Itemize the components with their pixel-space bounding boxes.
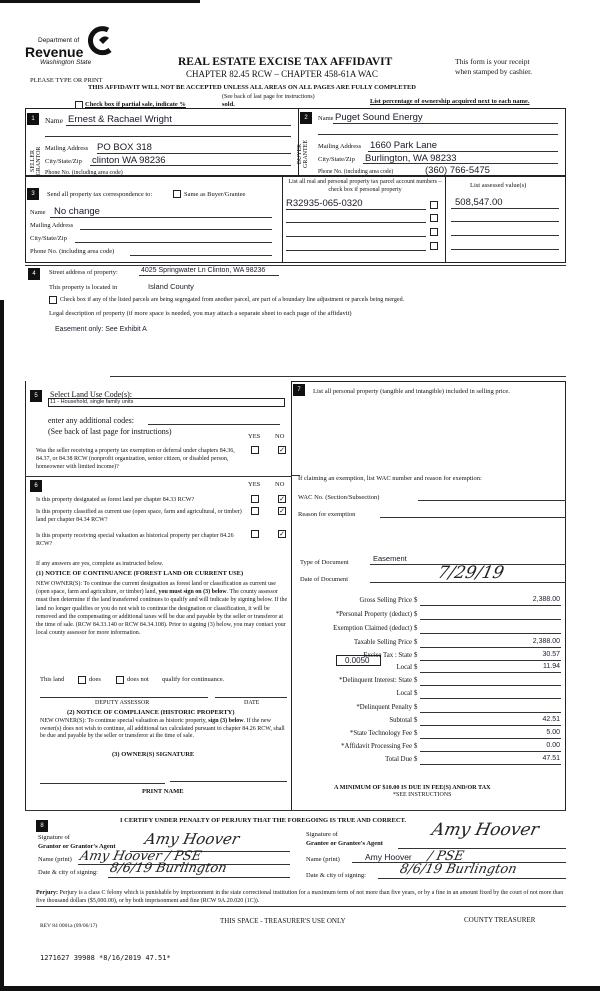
grantor-date-label: Date & city of signing: [38, 869, 98, 876]
currency-sign: $ [414, 730, 418, 737]
corr-mailing-label: Mailing Address [30, 222, 74, 229]
buyer-phone-label: Phone No. (including area code) [318, 169, 394, 175]
land-use-instructions: (See back of last page for instructions) [48, 427, 172, 436]
exemption-header: If claiming an exemption, list WAC number and reason for exemption: [298, 475, 482, 482]
scan-edge-left [0, 300, 4, 991]
parcel-number-field[interactable]: R32935-065-0320 [286, 198, 363, 209]
currency-sign: $ [414, 625, 418, 632]
ownership-percent-note: List percentage of ownership acquired next to each name. [370, 98, 530, 105]
land-use-select[interactable] [48, 398, 285, 407]
notice-continuance-title: (1) NOTICE OF CONTINUANCE (FOREST LAND OR CURRENT USE) [36, 570, 244, 577]
treasurer-use-label: THIS SPACE - TREASURER'S USE ONLY [220, 917, 346, 925]
land-does-not-checkbox[interactable] [116, 676, 124, 684]
grantee-date-field[interactable]: 8/6/19 Burlington [398, 862, 519, 877]
corr-city-label: City/State/Zip [30, 235, 67, 242]
sold-label: sold. [222, 101, 235, 108]
historic-question: Is this property receiving special valuation as historical property per chapter 84.26 RCW? [36, 533, 234, 547]
segregation-label: Check box if any of the listed parcels are being segregated from another parcel, are part of a boundary line adjustment or parcels being merged. [60, 297, 405, 303]
perjury-notice: Perjury: Perjury is a class C felony which is punishable by imprisonment in the state correctional institution for a maximum term of not more than five years, or by a fine in an amount fixed by the court of not more than five thousand dollars ($5,000.00), or by both imprisonment and fine (RCW 9A.20.020 (1C)). [36, 890, 564, 904]
street-label: Street address of property: [49, 269, 118, 276]
county-treasurer-label: COUNTY TREASURER [464, 916, 536, 924]
scan-edge-bottom [0, 986, 600, 991]
forest-no-checkbox[interactable]: ✓ [279, 495, 285, 503]
tax-line-underline [420, 633, 561, 634]
if-yes-note: If any answers are yes, complete as instructed below. [36, 561, 164, 567]
local-rate-value: 0.0050 [345, 656, 370, 665]
tax-line-underline [420, 738, 561, 739]
currency-sign: $ [414, 664, 418, 671]
currency-sign: $ [414, 756, 418, 763]
currency-sign: $ [414, 704, 418, 711]
logo-swirl-icon [88, 26, 114, 56]
treasurer-stamp: 1271627 39908 *8/16/2019 47.51* [40, 954, 171, 962]
currency-sign: $ [414, 652, 418, 659]
does-not-label: does not [127, 676, 149, 683]
s6-yes-header: YES [248, 481, 261, 488]
exemption-no-checkbox[interactable]: ✓ [279, 446, 285, 454]
grantee-date-label: Date & city of signing: [306, 872, 366, 879]
notice-continuance-text: NEW OWNER(S): To continue the current designation as forest land or classification as current use (open space, farm and agriculture, or timber) land, you must sign on (3) below. The county assessor must then determine if the land transferred continues to qualify and will indicate by signing below. If the land no longer qualifies or you do not wish to continue the designation or classification, it will be removed and the compensating or additional taxes will be due and payable by the seller or transferor at the time of sale. (RCW 84.33.140 or RCW 84.34.108). Prior to signing (3) below, you may contact your local county assessor for more information. [36, 581, 288, 637]
personal-property-checkbox-2[interactable] [430, 214, 438, 222]
section-3-badge: 3 [27, 188, 39, 200]
section-4-badge: 4 [28, 268, 40, 280]
current-use-no-checkbox[interactable]: ✓ [279, 507, 285, 515]
tax-line-value[interactable]: 5.00 [546, 729, 560, 736]
tax-line-label: *Personal Property (deduct) [335, 611, 412, 618]
seller-city-field[interactable]: clinton WA 98236 [92, 155, 166, 166]
see-instructions-note: *SEE INSTRUCTIONS [393, 792, 452, 798]
grantor-sig-label-1: Signature of [38, 834, 70, 841]
parcel-header: List all real and personal property tax parcel account numbers – check box if personal property [288, 179, 442, 193]
currency-sign: $ [414, 611, 418, 618]
notice-compliance-title: (2) NOTICE OF COMPLIANCE (HISTORIC PROPERTY) [67, 709, 235, 716]
tax-line-underline [420, 619, 561, 620]
section-7-box [291, 381, 566, 811]
additional-codes-field[interactable] [148, 424, 280, 425]
corr-name-field[interactable]: No change [54, 206, 100, 217]
tax-line-label: Local [396, 664, 412, 671]
tax-line-label: *Delinquent Penalty [356, 704, 412, 711]
land-use-label: Select Land Use Code(s): [50, 390, 132, 399]
grantor-name-label: Name (print) [38, 856, 72, 863]
same-as-buyer-checkbox[interactable] [173, 190, 181, 198]
buyer-side-label: BUYER GRANTEE [297, 140, 309, 168]
does-label: does [89, 676, 101, 683]
land-does-checkbox[interactable] [78, 676, 86, 684]
tax-line-value[interactable]: 42.51 [542, 716, 560, 723]
send-correspondence-label: Send all property tax correspondence to: [47, 191, 153, 198]
historic-yes-checkbox[interactable] [251, 530, 259, 538]
tax-line-label: Exemption Claimed (deduct) [333, 625, 412, 632]
qualify-label: qualify for continuance. [162, 676, 225, 683]
segregation-checkbox[interactable] [49, 296, 57, 304]
owner-signature-label: (3) OWNER(S) SIGNATURE [112, 751, 195, 758]
tax-line-label: Gross Selling Price [359, 597, 412, 604]
reason-label: Reason for exemption [298, 511, 356, 518]
grantee-name-handwritten: / PSE [426, 849, 466, 864]
legal-description-field[interactable]: Easement only: See Exhibit A [55, 326, 147, 333]
corr-phone-label: Phone No. (including area code) [30, 248, 115, 255]
corr-mailing-field[interactable] [80, 229, 272, 230]
logo-dept-line: Department of [38, 37, 80, 44]
logo-state: Washington State [40, 59, 92, 66]
personal-property-checkbox-3[interactable] [430, 228, 438, 236]
assessed-value-field[interactable]: 508,547.00 [455, 197, 503, 208]
buyer-name-field[interactable]: Puget Sound Energy [335, 112, 423, 123]
currency-sign: $ [414, 597, 418, 604]
this-land-label: This land [40, 676, 65, 683]
tax-line-underline [420, 685, 561, 686]
personal-property-checkbox-1[interactable] [430, 201, 438, 209]
notice-compliance-text: NEW OWNER(S): To continue special valuation as historic property, sign (3) below. If the new owner(s) does not wish to continue, all additional tax calculated pursuant to chapter 84.26 RCW, shall be due and payable by the seller or transferor at the time of sale. [40, 718, 285, 739]
grantee-name-field[interactable]: Amy Hoover [365, 852, 412, 862]
seller-side-label: SELLER GRANTOR [30, 146, 42, 176]
tax-line-label: Local [396, 690, 412, 697]
buyer-name-label: Name [318, 115, 334, 122]
personal-property-checkbox-4[interactable] [430, 242, 438, 250]
section-8-badge: 8 [36, 820, 48, 832]
section-5-badge: 5 [30, 390, 42, 402]
type-or-print: PLEASE TYPE OR PRINT [30, 77, 103, 84]
seller-phone-label: Phone No. (including area code) [45, 170, 123, 176]
tax-line-label: Total Due [385, 756, 412, 763]
logo-revenue: Revenue [25, 44, 84, 60]
buyer-city-label: City/State/Zip [318, 156, 355, 163]
section-2-badge: 2 [300, 112, 312, 124]
tax-line-underline [420, 764, 561, 765]
county-label: This property is located in [49, 284, 118, 291]
doc-date-label: Date of Document [300, 576, 349, 583]
currency-sign: $ [414, 743, 418, 750]
currency-sign: $ [414, 690, 418, 697]
tax-line-underline [420, 605, 561, 606]
tax-line-value[interactable]: 2,388.00 [532, 596, 560, 603]
form-chapter: CHAPTER 82.45 RCW – CHAPTER 458-61A WAC [186, 69, 378, 79]
tax-line-label: Taxable Selling Price [353, 639, 412, 646]
corr-name-label: Name [30, 209, 46, 216]
forest-land-question: Is this property designated as forest land per chapter 84.33 RCW? [36, 497, 195, 503]
currency-sign: $ [414, 639, 418, 646]
land-use-value: 11 - Household, single family units [50, 399, 134, 405]
form-revision: REV 84 0001a (09/06/17) [40, 923, 98, 929]
grantee-signature[interactable]: Amy Hoover [429, 820, 541, 840]
wac-label: WAC No. (Section/Subsection) [298, 494, 380, 501]
exemption-yes-checkbox[interactable] [251, 446, 259, 454]
seller-mailing-field[interactable]: PO BOX 318 [97, 142, 152, 153]
tax-line-label: *State Technology Fee [349, 730, 412, 737]
grantor-name-field[interactable]: Amy Hoover / PSE [78, 849, 203, 864]
historic-no-checkbox[interactable]: ✓ [279, 530, 285, 538]
seller-mailing-label: Mailing Address [45, 145, 89, 152]
receipt-note-2: when stamped by cashier. [455, 67, 533, 76]
doc-date-field[interactable]: 7/29/19 [435, 563, 506, 583]
additional-codes-label: enter any additional codes: [48, 416, 134, 425]
assessed-header: List assessed value(s) [470, 182, 527, 189]
instructions-note: (See back of last page for instructions) [222, 94, 315, 100]
reason-field[interactable] [380, 517, 566, 518]
s5-yes-header: YES [248, 433, 261, 440]
grantor-signature[interactable]: Amy Hoover [143, 830, 241, 848]
tax-line-underline [420, 725, 561, 726]
tax-line-label: *Delinquent Interest: State [339, 677, 412, 684]
receipt-note-1: This form is your receipt [455, 57, 530, 66]
tax-line-value[interactable]: 11.94 [543, 663, 560, 670]
grantee-sig-label-2: Grantee or Grantee's Agent [306, 840, 383, 847]
tax-line-underline [420, 660, 561, 661]
deputy-assessor-label: DEPUTY ASSESSOR [95, 700, 150, 706]
same-as-buyer-label: Same as Buyer/Grantee [184, 191, 246, 198]
current-use-question: Is this property classified as current use (open space, farm and agricultural, or timber) land per chapter 84.34 RCW? [36, 509, 242, 523]
tax-line-underline [420, 672, 561, 673]
tax-line-underline [420, 698, 561, 699]
print-name-label: PRINT NAME [142, 788, 184, 795]
current-use-yes-checkbox[interactable] [251, 507, 259, 515]
owner-signature-field[interactable] [40, 783, 165, 784]
s5-no-header: NO [275, 433, 285, 440]
exemption-question: Was the seller receiving a property tax exemption or deferral under chapters 84.36, 84.37, or 84.38 RCW (nonprofit organization, senior citizen, or disabled person, homeowner with limited income)? [36, 448, 235, 470]
currency-sign: $ [414, 717, 418, 724]
currency-sign: $ [414, 677, 418, 684]
tax-line-value[interactable]: 2,388.00 [532, 638, 560, 645]
personal-property-label: List all personal property (tangible and intangible) included in selling price. [313, 388, 510, 395]
doc-type-field[interactable]: Easement [373, 554, 407, 563]
section-6-badge: 6 [30, 480, 42, 492]
tax-line-underline [420, 647, 561, 648]
wac-field[interactable] [418, 500, 566, 501]
grantee-name-label: Name (print) [306, 856, 340, 863]
form-title: REAL ESTATE EXCISE TAX AFFIDAVIT [178, 56, 393, 68]
seller-name-field[interactable]: Ernest & Rachael Wright [68, 114, 172, 125]
corr-city-field[interactable] [75, 242, 272, 243]
seller-city-label: City/State/Zip [45, 158, 82, 165]
buyer-mailing-label: Mailing Address [318, 143, 362, 150]
certify-statement: I CERTIFY UNDER PENALTY OF PERJURY THAT THE FOREGOING IS TRUE AND CORRECT. [120, 817, 407, 824]
tax-line-label: *Affidavit Processing Fee [341, 743, 412, 750]
scan-edge-top [0, 0, 200, 3]
county-field[interactable]: Island County [148, 282, 194, 291]
section-1-badge: 1 [27, 113, 39, 125]
grantee-sig-label-1: Signature of [306, 831, 338, 838]
minimum-due-note: A MINIMUM OF $10.00 IS DUE IN FEE(S) AND/OR TAX [334, 784, 491, 791]
street-field[interactable]: 4025 Springwater Ln Clinton, WA 98236 [141, 267, 266, 274]
acceptance-warning: THIS AFFIDAVIT WILL NOT BE ACCEPTED UNLESS ALL AREAS ON ALL PAGES ARE FULLY COMPLETED [88, 84, 416, 91]
tax-line-value[interactable]: 47.51 [542, 755, 560, 762]
tax-line-label: Excise Tax : State [363, 652, 412, 659]
buyer-mailing-field[interactable]: 1660 Park Lane [370, 140, 438, 151]
deputy-date-label: DATE [244, 700, 260, 706]
doc-type-label: Type of Document [300, 559, 349, 566]
section-7-badge: 7 [293, 384, 305, 396]
seller-name-label: Name [45, 116, 63, 125]
buyer-city-field[interactable]: Burlington, WA 98233 [365, 153, 457, 164]
grantor-date-field[interactable]: 8/6/19 Burlington [108, 861, 229, 876]
tax-line-underline [420, 712, 561, 713]
grantor-sig-label-2: Grantor or Grantor's Agent [38, 843, 116, 850]
s6-no-header: NO [275, 481, 285, 488]
tax-line-label: Subtotal [389, 717, 412, 724]
partial-sale-label: Check box if partial sale, indicate % [85, 101, 186, 108]
tax-line-underline [420, 751, 561, 752]
forest-yes-checkbox[interactable] [251, 495, 259, 503]
tax-line-value[interactable]: 30.57 [542, 651, 560, 658]
tax-line-value[interactable]: 0.00 [546, 742, 560, 749]
legal-description-label: Legal description of property (if more space is needed, you may attach a separate sheet to each page of the affidavit) [49, 310, 352, 317]
buyer-phone-field[interactable]: (360) 766-5475 [425, 165, 490, 176]
